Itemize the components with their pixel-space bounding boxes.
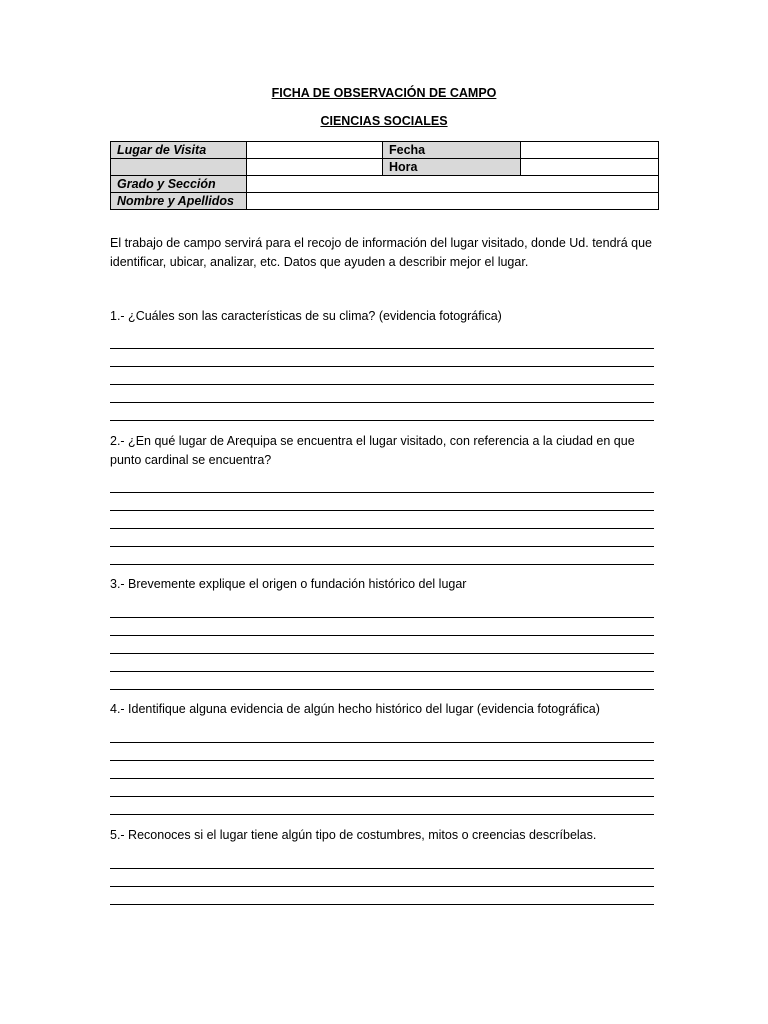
document-subtitle: CIENCIAS SOCIALES <box>320 114 448 128</box>
answer-line[interactable] <box>110 868 654 869</box>
question-5: 5.- Reconoces si el lugar tiene algún tipo de costumbres, mitos o creencias descríbelas. <box>110 828 597 842</box>
answer-line[interactable] <box>110 384 654 385</box>
answer-line[interactable] <box>110 510 654 511</box>
question-1: 1.- ¿Cuáles son las características de su clima? (evidencia fotográfica) <box>110 309 502 323</box>
answer-line[interactable] <box>110 689 654 690</box>
answer-line[interactable] <box>110 617 654 618</box>
answer-line[interactable] <box>110 546 654 547</box>
answer-line[interactable] <box>110 366 654 367</box>
hora-label: Hora <box>383 159 521 176</box>
grado-input-cell[interactable] <box>247 176 659 193</box>
answer-line[interactable] <box>110 564 654 565</box>
answer-line[interactable] <box>110 402 654 403</box>
answer-line[interactable] <box>110 653 654 654</box>
answer-line[interactable] <box>110 528 654 529</box>
answer-line[interactable] <box>110 671 654 672</box>
hora-input-cell[interactable] <box>521 159 659 176</box>
table-row <box>111 176 659 193</box>
answer-line[interactable] <box>110 760 654 761</box>
question-2: 2.- ¿En qué lugar de Arequipa se encuentra el lugar visitado, con referencia a la ciudad en que punto cardinal se encuentra? <box>110 434 635 467</box>
document-title: FICHA DE OBSERVACIÓN DE CAMPO <box>271 86 497 100</box>
fecha-label: Fecha <box>383 142 521 159</box>
info-table <box>110 141 659 210</box>
answer-line[interactable] <box>110 742 654 743</box>
fecha-input-cell[interactable] <box>521 142 659 159</box>
answer-line[interactable] <box>110 886 654 887</box>
table-row <box>111 159 659 176</box>
question-3: 3.- Brevemente explique el origen o fundación histórico del lugar <box>110 577 467 591</box>
lugar-label: Lugar de Visita <box>111 142 247 159</box>
answer-line[interactable] <box>110 778 654 779</box>
answer-line[interactable] <box>110 904 654 905</box>
lugar-extra-input-cell[interactable] <box>247 159 383 176</box>
table-row <box>111 142 659 159</box>
nombre-input-cell[interactable] <box>247 193 659 210</box>
grado-label: Grado y Sección <box>111 176 247 193</box>
answer-line[interactable] <box>110 814 654 815</box>
answer-line[interactable] <box>110 420 654 421</box>
answer-line[interactable] <box>110 796 654 797</box>
nombre-label: Nombre y Apellidos <box>111 193 247 210</box>
lugar-input-cell[interactable] <box>247 142 383 159</box>
answer-line[interactable] <box>110 635 654 636</box>
table-row <box>111 193 659 210</box>
lugar-extra-cell <box>111 159 247 176</box>
answer-line[interactable] <box>110 492 654 493</box>
intro-paragraph: El trabajo de campo servirá para el recojo de información del lugar visitado, donde Ud. tendrá que identificar, ubicar, analizar, etc. Datos que ayuden a describir mejor el lugar. <box>110 236 652 269</box>
question-4: 4.- Identifique alguna evidencia de algún hecho histórico del lugar (evidencia fotográfica) <box>110 702 600 716</box>
answer-line[interactable] <box>110 348 654 349</box>
